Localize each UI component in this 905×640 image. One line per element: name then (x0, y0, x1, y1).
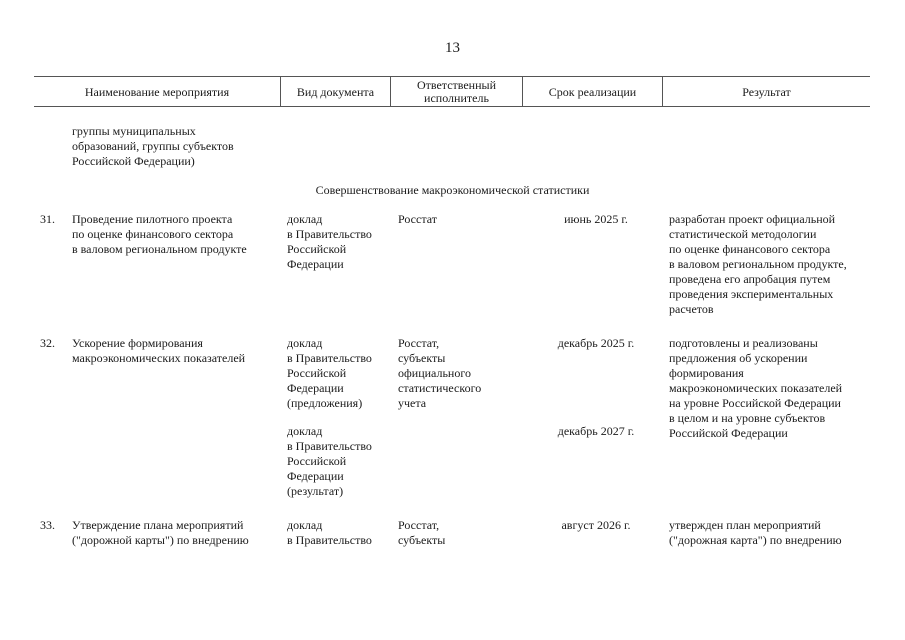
row-32-name: Ускорение формирования макроэкономических показателей (72, 336, 246, 365)
row-31-responsible: Росстат (398, 212, 437, 226)
row-32-deadline-1: декабрь 2025 г. (557, 336, 635, 350)
row-31-name: Проведение пилотного проекта по оценке финансового сектора в валовом региональном продукте (72, 212, 247, 256)
header-event-name: Наименование мероприятия (84, 84, 230, 99)
row-32-number: 32. (40, 336, 55, 350)
header-result: Результат (742, 84, 791, 99)
header-document-type: Вид документа (296, 84, 375, 99)
row-33-number: 33. (40, 518, 55, 532)
continuation-text: группы муниципальных образований, группы субъектов Российской Федерации) (72, 124, 234, 168)
row-32-document-proposals: доклад в Правительство Российской Федерации (предложения) (287, 336, 372, 410)
row-31-deadline: июнь 2025 г. (564, 212, 628, 226)
page-number: 13 (445, 40, 460, 56)
row-33-result: утвержден план мероприятий ("дорожная карта") по внедрению (669, 518, 842, 547)
row-33-responsible: Росстат, субъекты (398, 518, 446, 547)
row-33-document: доклад в Правительство (287, 518, 372, 547)
header-deadline: Срок реализации (548, 84, 637, 99)
row-31-number: 31. (40, 212, 55, 226)
table-header-top-rule (34, 76, 870, 77)
row-32-deadline-2: декабрь 2027 г. (557, 424, 635, 438)
row-33-deadline: август 2026 г. (561, 518, 631, 532)
row-32-responsible: Росстат, субъекты официального статистического учета (398, 336, 482, 410)
row-32-result: подготовлены и реализованы предложения об ускорении формирования макроэкономических показателей на уровне Российской Федерации в целом и на уровне субъектов Российской Федерации (669, 336, 843, 440)
row-31-result: разработан проект официальной статистической методологии по оценке финансового сектора в валовом региональном продукте, проведена его апробация путем проведения экспериментальных расчетов (669, 212, 847, 316)
row-33-name: Утверждение плана мероприятий ("дорожной карты") по внедрению (72, 518, 249, 547)
section-title: Совершенствование макроэкономической статистики (315, 183, 590, 197)
table-header-bottom-rule (34, 106, 870, 107)
header-responsible: Ответственный исполнитель (416, 78, 497, 105)
row-32-document-result: доклад в Правительство Российской Федерации (результат) (287, 424, 372, 498)
row-31-document: доклад в Правительство Российской Федерации (287, 212, 372, 271)
